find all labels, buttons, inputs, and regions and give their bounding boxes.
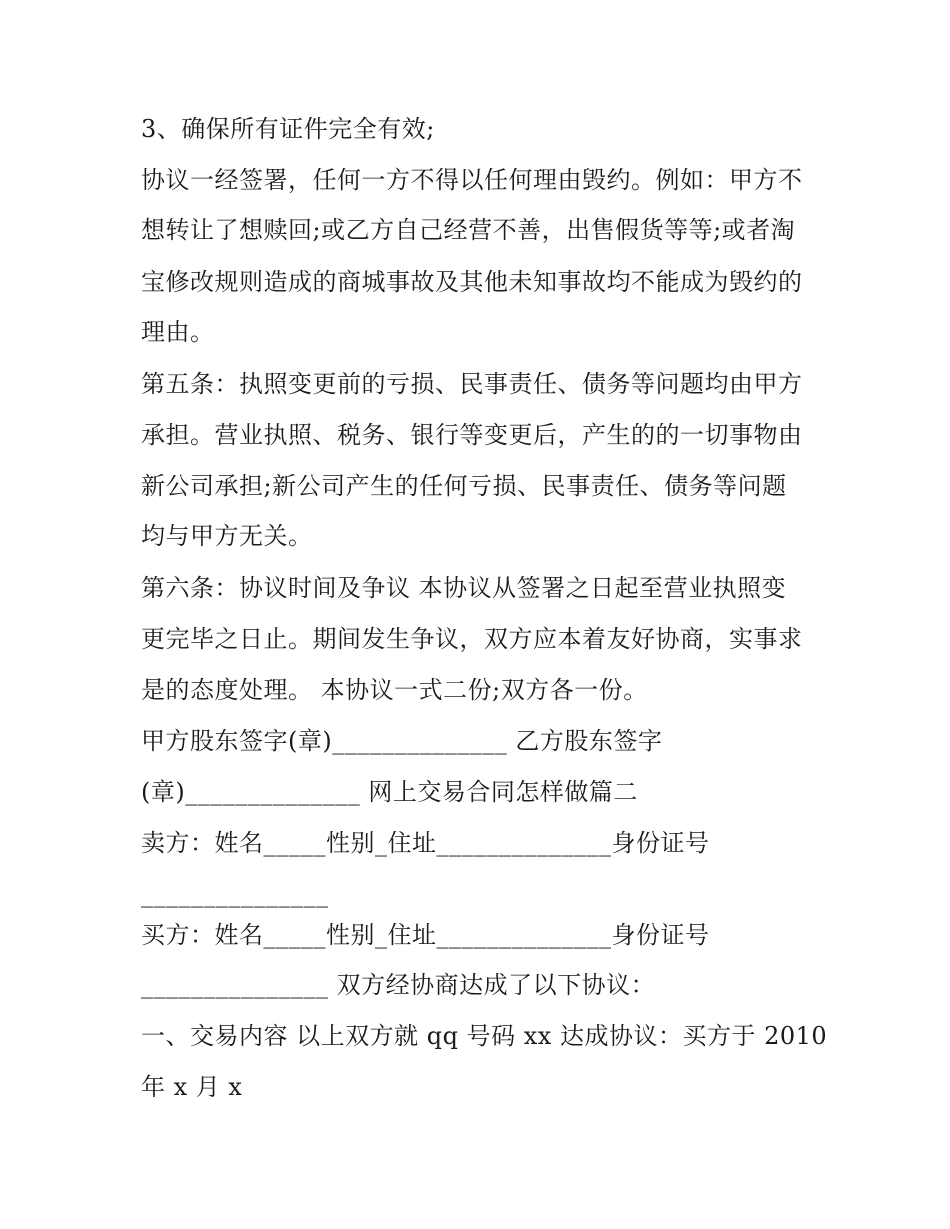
text-line: 第五条：执照变更前的亏损、民事责任、债务等问题均由甲方 bbox=[141, 370, 803, 398]
buyer-info-line: 买方：姓名_____性别_住址______________身份证号 bbox=[141, 921, 710, 949]
text-line: 想转让了想赎回;或乙方自己经营不善，出售假货等等;或者淘 bbox=[141, 216, 796, 244]
text-line: 理由。 bbox=[141, 318, 215, 346]
seller-info-line: 卖方：姓名_____性别_住址______________身份证号 bbox=[141, 829, 710, 857]
text-line: 3、确保所有证件完全有效; bbox=[141, 115, 435, 143]
text-line: 宝修改规则造成的商城事故及其他未知事故均不能成为毁约的 bbox=[141, 268, 803, 296]
text-line: 协议一经签署，任何一方不得以任何理由毁约。例如：甲方不 bbox=[141, 166, 803, 194]
signature-line: 甲方股东签字(章)______________ 乙方股东签字 bbox=[141, 727, 663, 755]
text-line: 更完毕之日止。期间发生争议，双方应本着友好协商，实事求 bbox=[141, 625, 803, 653]
text-line: 均与甲方无关。 bbox=[141, 522, 313, 550]
seller-id-blank: _______________ bbox=[141, 880, 329, 908]
text-line: 承担。营业执照、税务、银行等变更后，产生的的一切事物由 bbox=[141, 421, 803, 449]
text-line: 一、交易内容 以上双方就 qq 号码 xx 达成协议：买方于 2010 bbox=[141, 1022, 828, 1050]
text-line: 是的态度处理。 本协议一式二份;双方各一份。 bbox=[141, 676, 648, 704]
text-line: 第六条：协议时间及争议 本协议从签署之日起至营业执照变 bbox=[141, 574, 787, 602]
text-line: 新公司承担;新公司产生的任何亏损、民事责任、债务等问题 bbox=[141, 472, 787, 500]
text-line: 年 x 月 x bbox=[141, 1073, 243, 1101]
buyer-id-blank: _______________ 双方经协商达成了以下协议： bbox=[141, 971, 656, 999]
signature-line: (章)______________ 网上交易合同怎样做篇二 bbox=[141, 778, 638, 806]
